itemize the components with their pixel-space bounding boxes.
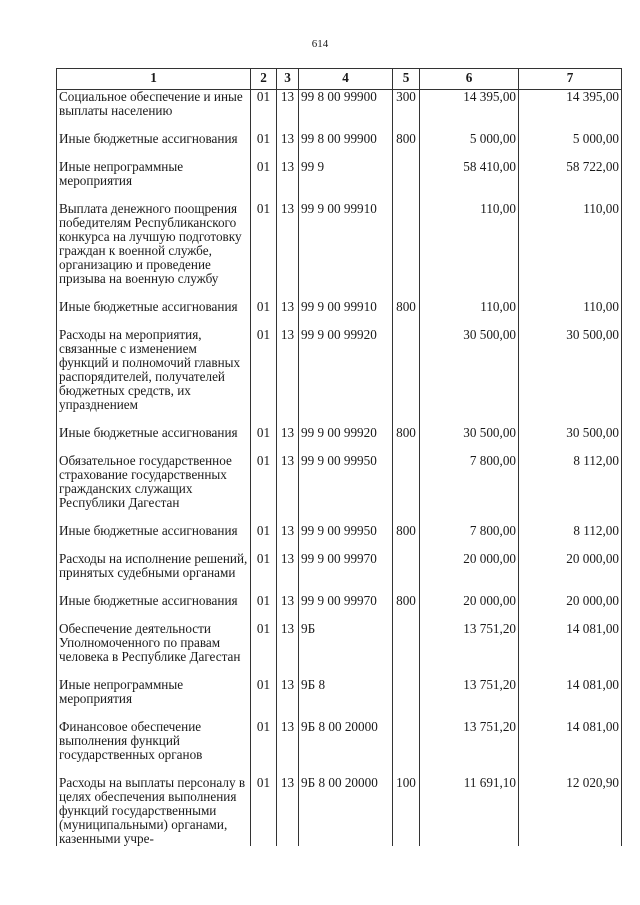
expense-type-code	[393, 678, 420, 720]
table-body	[57, 90, 622, 847]
target-article-code: 9Б 8	[299, 678, 393, 720]
amount-year-2: 5 000,00	[519, 132, 622, 160]
item-name: Иные бюджетные ассигнования	[57, 300, 251, 328]
amount-year-1: 58 410,00	[420, 160, 519, 202]
target-article-code: 99 9 00 99970	[299, 552, 393, 594]
expense-type-code: 800	[393, 524, 420, 552]
subsection-code: 13	[277, 90, 299, 133]
section-code: 01	[251, 524, 277, 552]
table-row	[57, 524, 622, 552]
amount-year-2: 14 081,00	[519, 622, 622, 678]
section-code: 01	[251, 552, 277, 594]
expense-type-code: 800	[393, 426, 420, 454]
amount-year-2: 14 081,00	[519, 720, 622, 776]
amount-year-1: 30 500,00	[420, 426, 519, 454]
amount-year-2: 110,00	[519, 202, 622, 300]
subsection-code: 13	[277, 300, 299, 328]
expense-type-code	[393, 552, 420, 594]
subsection-code: 13	[277, 454, 299, 524]
subsection-code: 13	[277, 720, 299, 776]
expense-type-code: 800	[393, 132, 420, 160]
expense-type-code	[393, 160, 420, 202]
amount-year-2: 12 020,90	[519, 776, 622, 846]
item-name: Расходы на выплаты персоналу в целях обеспечения выполнения функций государственными (муниципальными) органами, казенными учре-	[57, 776, 251, 846]
expense-type-code	[393, 328, 420, 426]
amount-year-2: 14 395,00	[519, 90, 622, 133]
table-row	[57, 552, 622, 594]
table-row	[57, 202, 622, 300]
item-name: Иные непрограммные мероприятия	[57, 160, 251, 202]
target-article-code: 99 9 00 99910	[299, 300, 393, 328]
subsection-code: 13	[277, 202, 299, 300]
item-name: Иные бюджетные ассигнования	[57, 594, 251, 622]
expense-type-code	[393, 202, 420, 300]
table-row	[57, 594, 622, 622]
amount-year-1: 30 500,00	[420, 328, 519, 426]
subsection-code: 13	[277, 552, 299, 594]
amount-year-1: 7 800,00	[420, 524, 519, 552]
section-code: 01	[251, 202, 277, 300]
item-name: Иные бюджетные ассигнования	[57, 132, 251, 160]
subsection-code: 13	[277, 426, 299, 454]
target-article-code: 9Б	[299, 622, 393, 678]
column-header: 3	[277, 69, 299, 90]
amount-year-1: 13 751,20	[420, 678, 519, 720]
column-header: 7	[519, 69, 622, 90]
budget-table	[56, 68, 622, 846]
target-article-code: 99 8 00 99900	[299, 90, 393, 133]
target-article-code: 99 9 00 99920	[299, 426, 393, 454]
subsection-code: 13	[277, 622, 299, 678]
table-row	[57, 90, 622, 133]
expense-type-code	[393, 622, 420, 678]
section-code: 01	[251, 776, 277, 846]
expense-type-code	[393, 720, 420, 776]
column-header: 1	[57, 69, 251, 90]
amount-year-2: 110,00	[519, 300, 622, 328]
section-code: 01	[251, 300, 277, 328]
target-article-code: 99 9 00 99950	[299, 454, 393, 524]
table-row	[57, 678, 622, 720]
amount-year-2: 20 000,00	[519, 552, 622, 594]
expense-type-code: 100	[393, 776, 420, 846]
target-article-code: 99 9	[299, 160, 393, 202]
amount-year-1: 5 000,00	[420, 132, 519, 160]
section-code: 01	[251, 90, 277, 133]
table-row	[57, 300, 622, 328]
amount-year-2: 20 000,00	[519, 594, 622, 622]
section-code: 01	[251, 594, 277, 622]
target-article-code: 9Б 8 00 20000	[299, 720, 393, 776]
amount-year-1: 13 751,20	[420, 622, 519, 678]
target-article-code: 99 9 00 99910	[299, 202, 393, 300]
table-row	[57, 454, 622, 524]
target-article-code: 99 8 00 99900	[299, 132, 393, 160]
page-number: 614	[311, 38, 329, 50]
item-name: Выплата денежного поощрения победителям Республиканского конкурса на лучшую подготовку граждан к военной службе, организацию и проведение призыва на военную службу	[57, 202, 251, 300]
item-name: Иные бюджетные ассигнования	[57, 426, 251, 454]
amount-year-1: 20 000,00	[420, 552, 519, 594]
item-name: Социальное обеспечение и иные выплаты населению	[57, 90, 251, 133]
section-code: 01	[251, 160, 277, 202]
expense-type-code: 800	[393, 594, 420, 622]
amount-year-2: 30 500,00	[519, 328, 622, 426]
amount-year-2: 8 112,00	[519, 454, 622, 524]
expense-type-code: 800	[393, 300, 420, 328]
item-name: Иные бюджетные ассигнования	[57, 524, 251, 552]
table-row	[57, 622, 622, 678]
amount-year-1: 110,00	[420, 202, 519, 300]
amount-year-1: 7 800,00	[420, 454, 519, 524]
table-row	[57, 160, 622, 202]
item-name: Обязательное государственное страхование государственных гражданских служащих Республики Дагестан	[57, 454, 251, 524]
table-header-row	[57, 69, 622, 90]
column-header: 5	[393, 69, 420, 90]
column-header: 2	[251, 69, 277, 90]
table-row	[57, 328, 622, 426]
section-code: 01	[251, 454, 277, 524]
item-name: Финансовое обеспечение выполнения функций государственных органов	[57, 720, 251, 776]
subsection-code: 13	[277, 678, 299, 720]
table-row	[57, 132, 622, 160]
table-row	[57, 720, 622, 776]
section-code: 01	[251, 328, 277, 426]
amount-year-1: 110,00	[420, 300, 519, 328]
section-code: 01	[251, 678, 277, 720]
expense-type-code	[393, 454, 420, 524]
amount-year-1: 13 751,20	[420, 720, 519, 776]
amount-year-1: 11 691,10	[420, 776, 519, 846]
column-header: 4	[299, 69, 393, 90]
subsection-code: 13	[277, 328, 299, 426]
table-row	[57, 426, 622, 454]
item-name: Расходы на мероприятия, связанные с изменением функций и полномочий главных распорядителей, получателей бюджетных средств, их упразднением	[57, 328, 251, 426]
amount-year-1: 20 000,00	[420, 594, 519, 622]
target-article-code: 99 9 00 99970	[299, 594, 393, 622]
expense-type-code: 300	[393, 90, 420, 133]
item-name: Расходы на исполнение решений, принятых судебными органами	[57, 552, 251, 594]
target-article-code: 9Б 8 00 20000	[299, 776, 393, 846]
item-name: Обеспечение деятельности Уполномоченного по правам человека в Республике Дагестан	[57, 622, 251, 678]
amount-year-2: 8 112,00	[519, 524, 622, 552]
table-row	[57, 776, 622, 846]
subsection-code: 13	[277, 132, 299, 160]
target-article-code: 99 9 00 99920	[299, 328, 393, 426]
section-code: 01	[251, 426, 277, 454]
amount-year-2: 14 081,00	[519, 678, 622, 720]
column-header: 6	[420, 69, 519, 90]
subsection-code: 13	[277, 524, 299, 552]
section-code: 01	[251, 720, 277, 776]
target-article-code: 99 9 00 99950	[299, 524, 393, 552]
amount-year-1: 14 395,00	[420, 90, 519, 133]
subsection-code: 13	[277, 594, 299, 622]
subsection-code: 13	[277, 776, 299, 846]
item-name: Иные непрограммные мероприятия	[57, 678, 251, 720]
amount-year-2: 30 500,00	[519, 426, 622, 454]
subsection-code: 13	[277, 160, 299, 202]
section-code: 01	[251, 622, 277, 678]
section-code: 01	[251, 132, 277, 160]
amount-year-2: 58 722,00	[519, 160, 622, 202]
